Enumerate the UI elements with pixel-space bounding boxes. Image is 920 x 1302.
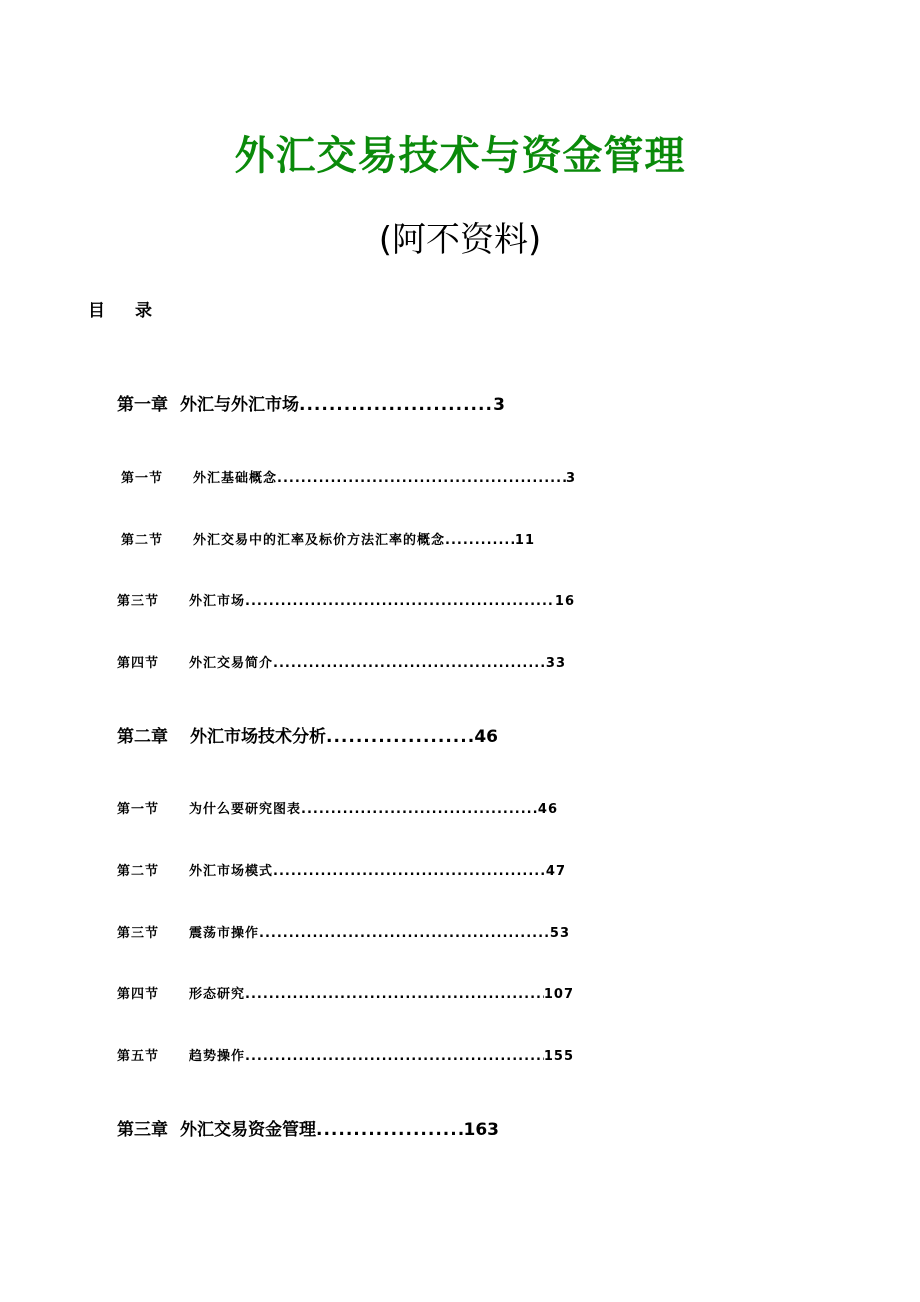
page-number: 163 — [463, 1120, 499, 1140]
section-title: 外汇交易简介 — [189, 656, 274, 671]
toc-heading-char: 目 — [88, 301, 105, 321]
toc-section-entry[interactable] — [117, 1045, 574, 1064]
leader-dots — [299, 395, 493, 415]
chapter-title: 外汇交易资金管理 — [180, 1120, 316, 1140]
section-title: 震荡市操作 — [189, 926, 260, 941]
section-title: 外汇市场 — [189, 594, 246, 609]
toc-section-entry[interactable] — [117, 983, 574, 1002]
page-number: 53 — [549, 926, 570, 941]
leader-dots — [273, 864, 546, 879]
section-title: 为什么要研究图表 — [189, 802, 302, 817]
leader-dots — [273, 656, 546, 671]
leader-dots — [245, 987, 544, 1002]
section-title: 外汇交易中的汇率及标价方法汇率的概念 — [193, 533, 446, 548]
chapter-number: 第三章 — [117, 1120, 168, 1140]
leader-dots — [245, 1049, 544, 1064]
section-number: 第三节 — [117, 594, 160, 609]
leader-dots — [301, 802, 538, 817]
document-subtitle: (阿不资料) — [378, 220, 542, 260]
section-number: 第三节 — [117, 926, 160, 941]
section-number: 第四节 — [117, 987, 160, 1002]
chapter-number: 第一章 — [117, 395, 168, 415]
toc-section-entry[interactable] — [117, 922, 570, 941]
section-title: 趋势操作 — [189, 1049, 246, 1064]
section-number: 第五节 — [117, 1049, 160, 1064]
leader-dots — [316, 1120, 464, 1140]
toc-chapter-entry[interactable] — [117, 390, 505, 415]
toc-section-entry[interactable] — [117, 590, 575, 609]
toc-chapter-entry[interactable] — [117, 722, 498, 747]
toc-section-entry[interactable] — [117, 798, 558, 817]
toc-heading-char: 录 — [135, 301, 152, 321]
page-number: 33 — [545, 656, 566, 671]
section-title: 形态研究 — [189, 987, 246, 1002]
leader-dots — [277, 471, 566, 486]
document-title: 外汇交易技术与资金管理 — [234, 133, 686, 179]
section-title: 外汇市场模式 — [189, 864, 274, 879]
toc-section-entry[interactable] — [121, 529, 535, 548]
section-title: 外汇基础概念 — [193, 471, 278, 486]
chapter-number: 第二章 — [117, 727, 168, 747]
toc-section-entry[interactable] — [117, 652, 566, 671]
section-number: 第二节 — [117, 864, 160, 879]
leader-dots — [259, 926, 550, 941]
page-number: 107 — [543, 987, 574, 1002]
toc-section-entry[interactable] — [121, 467, 576, 486]
toc-chapter-entry[interactable] — [117, 1115, 499, 1140]
toc-section-entry[interactable] — [117, 860, 566, 879]
chapter-title: 外汇市场技术分析 — [190, 727, 326, 747]
section-number: 第一节 — [117, 802, 160, 817]
section-number: 第一节 — [121, 471, 164, 486]
chapter-title: 外汇与外汇市场 — [180, 395, 299, 415]
leader-dots — [245, 594, 555, 609]
leader-dots — [326, 727, 474, 747]
page-number: 11 — [514, 533, 535, 548]
page-number: 46 — [474, 727, 498, 747]
page-number: 16 — [554, 594, 575, 609]
page-number: 3 — [565, 471, 576, 486]
page-number: 3 — [493, 395, 505, 415]
section-number: 第二节 — [121, 533, 164, 548]
page-number: 155 — [543, 1049, 574, 1064]
page-number: 46 — [537, 802, 558, 817]
leader-dots — [445, 533, 515, 548]
page-number: 47 — [545, 864, 566, 879]
toc-heading — [88, 296, 152, 321]
section-number: 第四节 — [117, 656, 160, 671]
